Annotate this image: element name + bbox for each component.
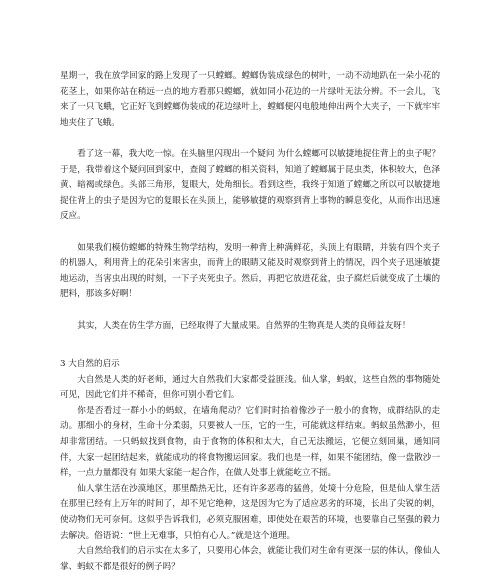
paragraph-mantis-research: 看了这一幕，我大吃一惊。在头脑里闪现出一个疑问 为什么螳螂可以敏捷地捉住背上的虫子呢？于是，我带着这个疑问回到家中，查阅了螳螂的相关资料，知道了螳螂属于昆虫类，体积较大，色泽黄、暗褐或绿色。头部三角形，复眼大，处角细长。看到这些，我终于知道了螳螂之所以可以敏捷地捉住背上的虫子是因为它的复眼长在头顶上，能够敏捷的观察到背上事物的瞬息变化，从而作出迅速反应。: [60, 148, 440, 222]
paragraph-bionics-conclusion: 其实，人类在仿生学方面，已经取得了大量成果。自然界的生物真是人类的良师益友呀！: [77, 320, 411, 331]
paragraph-robot-idea: 如果我们模仿螳螂的特殊生物学结构，发明一种背上种满鲜花，头顶上有眼睛，并装有四个夹子的机器人，利用背上的花朵引来害虫，而背上的眼睛又能及时观察到背上的情况，四个夹子迅速敏捷地运动，当害虫出现的时刻，一下子夹死虫子。然后，再把它放进花盆，虫子腐烂后就变成了土壤的肥料，那该多好啊！: [60, 242, 440, 300]
section-heading: 3 大自然的启示: [60, 359, 120, 370]
paragraph-cactus: 仙人掌生活在沙漠地区，那里酷热无比，还有许多恶毒的猛兽，处境十分危险，但是仙人掌生活在那里已经有上万年的时间了，却不见它绝种，这是因为它为了适应恶劣的环境，长出了尖锐的刺，使动物们无可奈何。这似乎告诉我们，必须克服困难，即使处在艰苦的环境，也要靠自己坚强的毅力去解决。俗语说：“世上无难事，只怕有心人。”就是这个道理。: [60, 483, 440, 541]
paragraph-nature-teacher: 大自然是人类的好老师，通过大自然我们大家都受益匪浅。仙人掌，蚂蚁，这些自然的事物随处可见，因此它们并不稀奇，但你可别小看它们。: [60, 374, 440, 401]
document-page: [60, 69, 440, 575]
paragraph-ants: 你是否看过一群小小的蚂蚁，在墙角爬动？它们时时抬着像沙子一般小的食物，成群结队的走动。那细小的身材，生命十分柔弱，只要被人一压，它的一生，可能就这样结束。蚂蚁虽然渺小，但却非常团结。一只蚂蚁找到食物，由于食物的体积和太大，自己无法搬运，它便立刻回巢，通知同伴，大家一起团结起来，就能成功的将食物搬运回家。我们也是一样，如果不能团结，像一盘散沙一样，一点力量都没有 如果大家能一起合作，在做人处事上就能屹立不摇。: [60, 405, 440, 479]
paragraph-nature-closing: 大自然给我们的启示实在太多了，只要用心体会，就能让我们对生命有更深一层的体认，像仙人掌、蚂蚁不都是很好的例子吗？: [60, 546, 440, 572]
paragraph-mantis-sighting: 星期一，我在放学回家的路上发现了一只螳螂。螳螂伪装成绿色的树叶，一动不动地趴在一朵小花的花茎上，如果你站在稍远一点的地方看那只螳螂，就如同小花边的一片绿叶无法分辨。不一会儿，飞来了一只飞蛾，它正好飞到螳螂伪装成的花边绿叶上，螳螂便闪电般地伸出两个大夹子，一下就牢牢地夹住了飞蛾。: [60, 71, 440, 128]
